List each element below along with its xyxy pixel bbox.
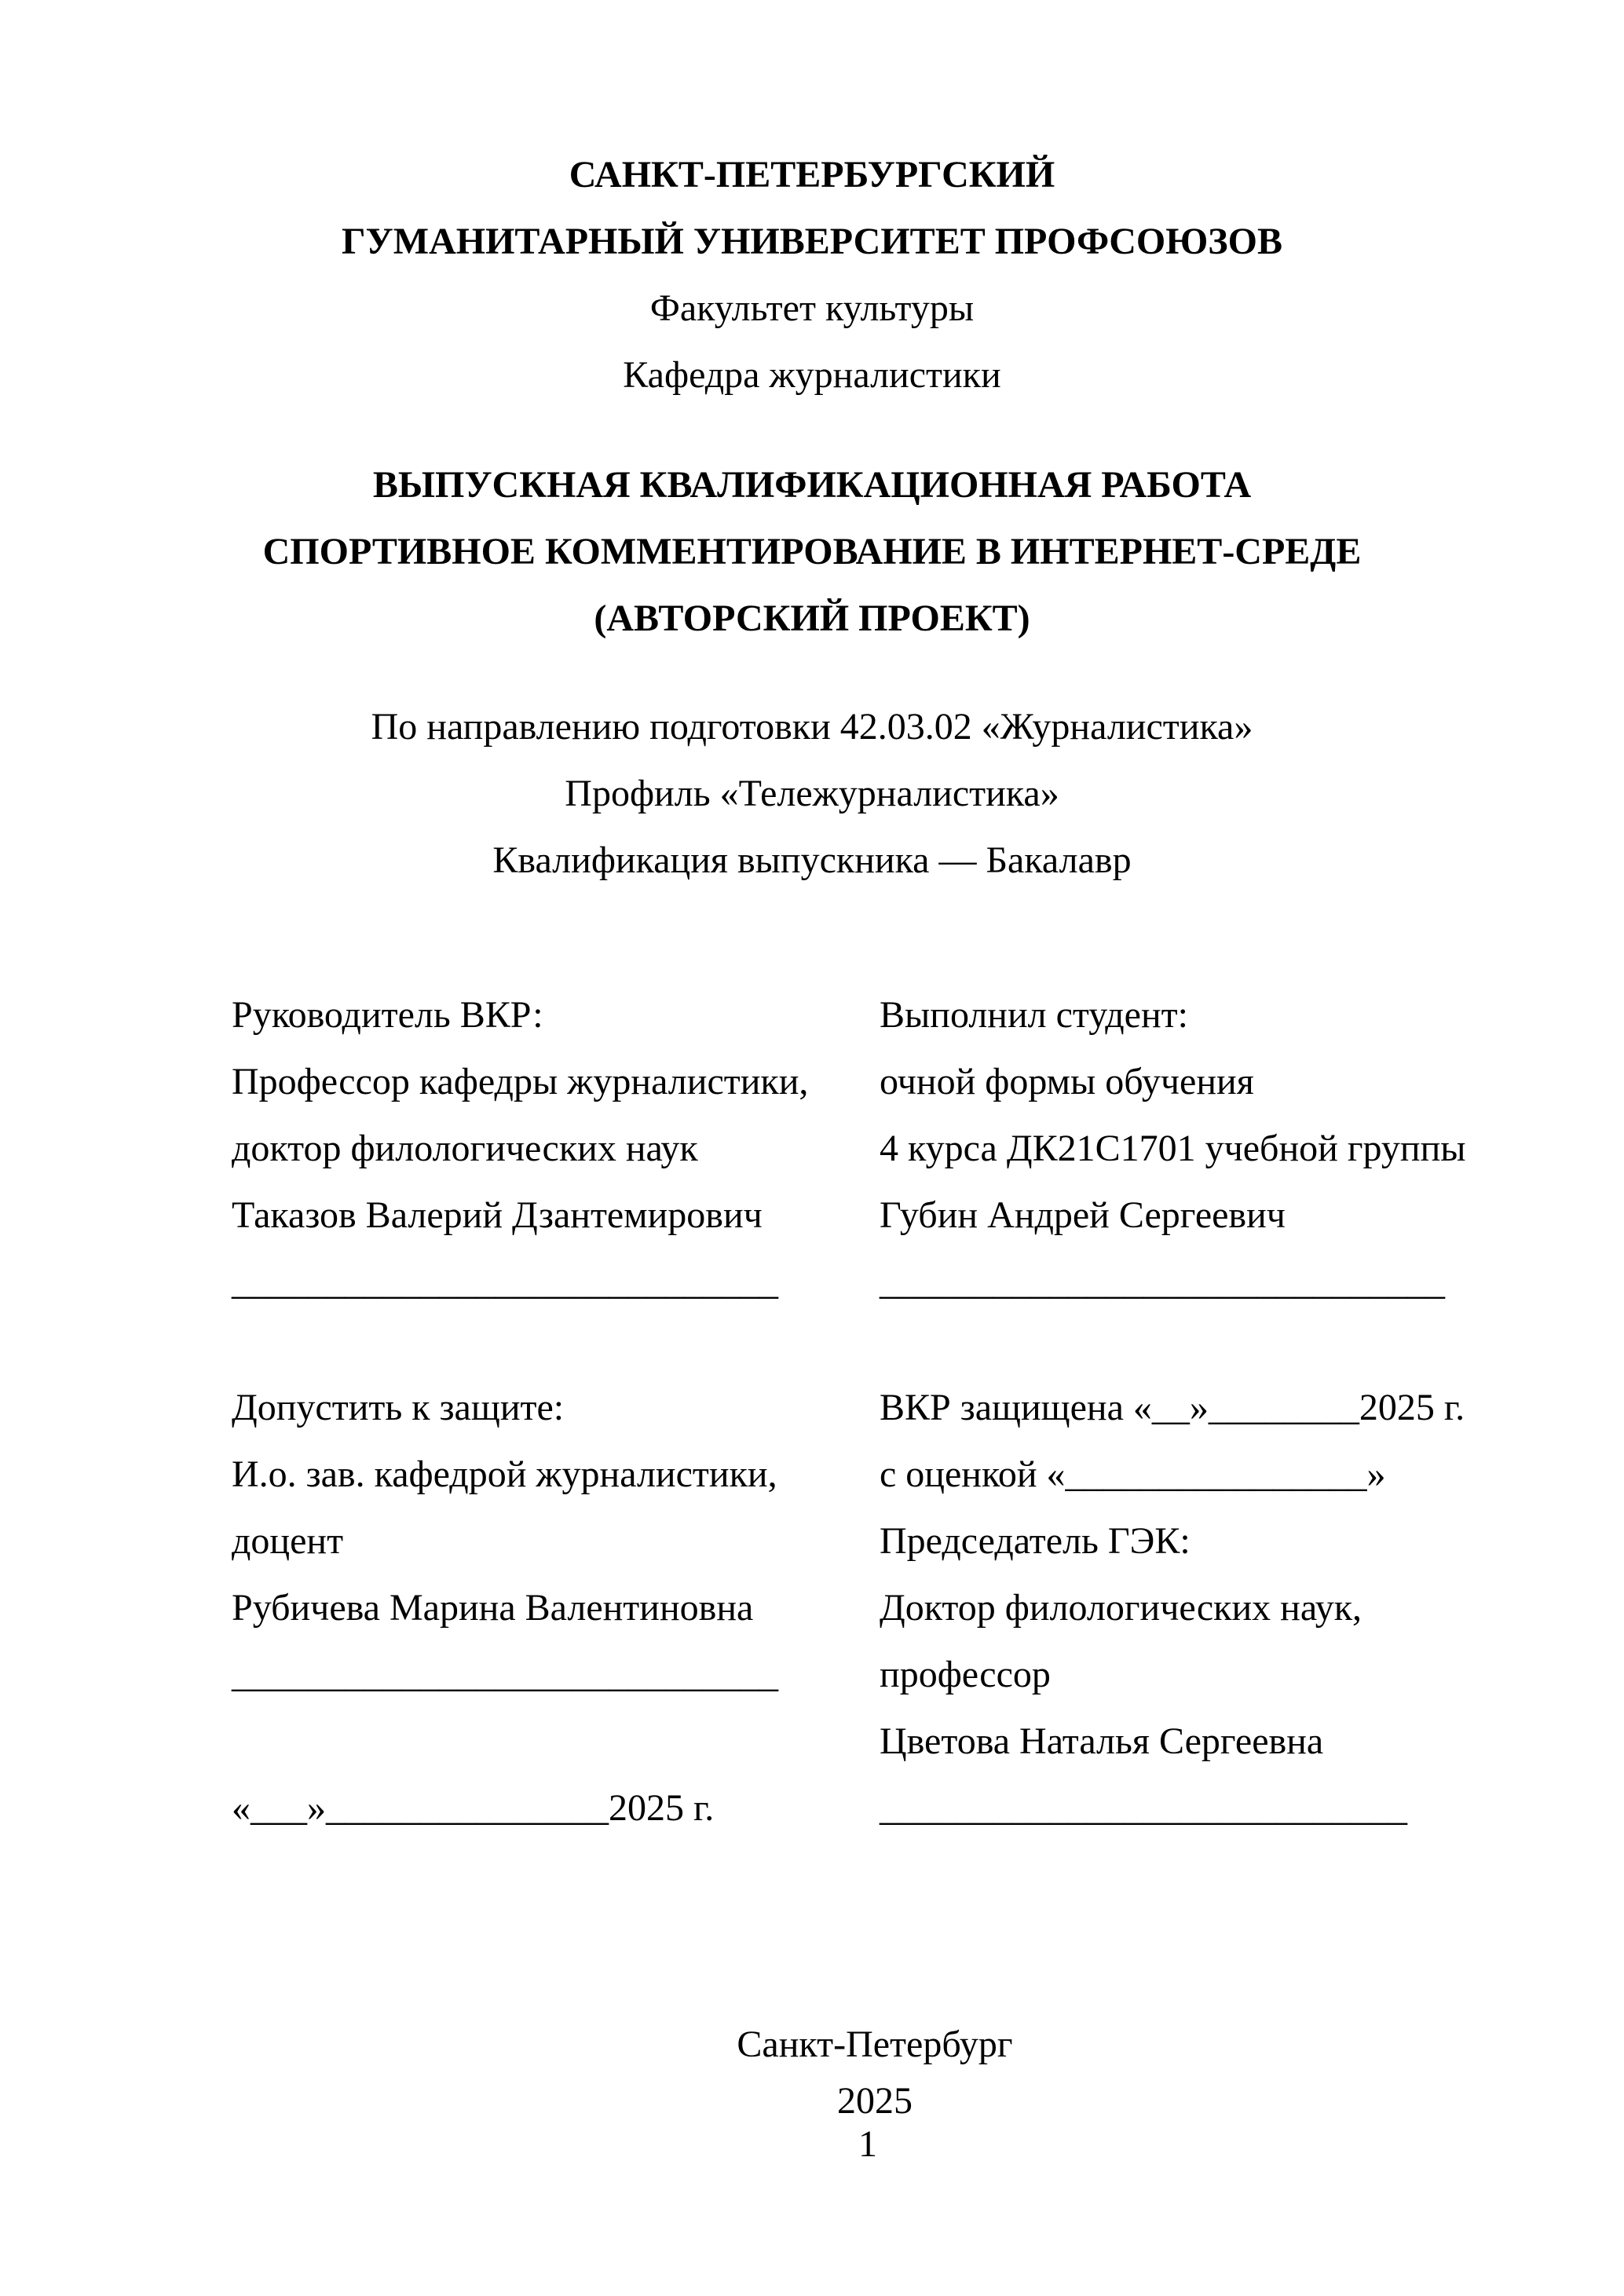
student-heading: Выполнил студент: xyxy=(880,994,1188,1036)
admission-heading: Допустить к защите: xyxy=(232,1387,565,1428)
admission-block xyxy=(232,1374,778,1841)
defense-block xyxy=(880,1374,1465,1841)
defense-chairman-position-line-2: профессор xyxy=(880,1654,1051,1695)
work-type-line: ВЫПУСКНАЯ КВАЛИФИКАЦИОННАЯ РАБОТА xyxy=(372,464,1252,506)
program-direction-line: По направлению подготовки 42.03.02 «Журналистика» xyxy=(371,706,1253,748)
program-qualification-line: Квалификация выпускника — Бакалавр xyxy=(492,839,1132,881)
page-number-block xyxy=(112,2122,1624,2166)
footer-year: 2025 xyxy=(837,2080,913,2122)
student-signature-line: ______________________________ xyxy=(880,1261,1445,1303)
supervisor-position-line-2: доктор филологических наук xyxy=(232,1128,698,1169)
program-profile-line: Профиль «Тележурналистика» xyxy=(565,773,1059,814)
work-title-line: СПОРТИВНОЕ КОММЕНТИРОВАНИЕ В ИНТЕРНЕТ-СРЕДЕ xyxy=(262,531,1362,572)
supervisor-position-line-1: Профессор кафедры журналистики, xyxy=(232,1061,809,1102)
defense-chairman-heading: Председатель ГЭК: xyxy=(880,1520,1191,1562)
admission-signature-line: _____________________________ xyxy=(232,1654,778,1695)
admission-name: Рубичева Марина Валентиновна xyxy=(232,1587,754,1629)
defense-grade-line: с оценкой «________________» xyxy=(880,1453,1386,1495)
supervisor-signature-line: _____________________________ xyxy=(232,1261,778,1303)
supervisor-block xyxy=(232,982,808,1315)
department-line: Кафедра журналистики xyxy=(623,354,1001,396)
supervisor-heading: Руководитель ВКР: xyxy=(232,994,543,1036)
footer-block xyxy=(126,2016,1624,2130)
university-name-line-1: САНКТ-ПЕТЕРБУРГСКИЙ xyxy=(569,154,1055,196)
admission-spacer-line xyxy=(232,1708,778,1775)
defense-chairman-name: Цветова Наталья Сергеевна xyxy=(880,1720,1324,1762)
student-block xyxy=(880,982,1466,1315)
work-subtitle-line: (АВТОРСКИЙ ПРОЕКТ) xyxy=(594,598,1030,639)
student-name: Губин Андрей Сергеевич xyxy=(880,1194,1286,1236)
supervisor-name: Таказов Валерий Дзантемирович xyxy=(232,1194,763,1236)
student-study-form: очной формы обучения xyxy=(880,1061,1254,1102)
university-header xyxy=(0,141,1624,408)
defense-chairman-position-line-1: Доктор филологических наук, xyxy=(880,1587,1362,1629)
defense-signature-line: ____________________________ xyxy=(880,1787,1407,1829)
faculty-line: Факультет культуры xyxy=(649,287,975,329)
program-info-block xyxy=(0,693,1624,894)
university-name-line-2: ГУМАНИТАРНЫЙ УНИВЕРСИТЕТ ПРОФСОЮЗОВ xyxy=(342,221,1282,262)
work-title-block xyxy=(0,452,1624,652)
student-group: 4 курса ДК21С1701 учебной группы xyxy=(880,1128,1466,1169)
admission-date-line: «___»_______________2025 г. xyxy=(232,1787,715,1829)
admission-position-line-2: доцент xyxy=(232,1520,344,1562)
defense-result-line: ВКР защищена «__»________2025 г. xyxy=(880,1387,1465,1428)
page-number: 1 xyxy=(858,2123,877,2165)
footer-city: Санкт-Петербург xyxy=(737,2024,1013,2065)
admission-position-line-1: И.о. зав. кафедрой журналистики, xyxy=(232,1453,777,1495)
